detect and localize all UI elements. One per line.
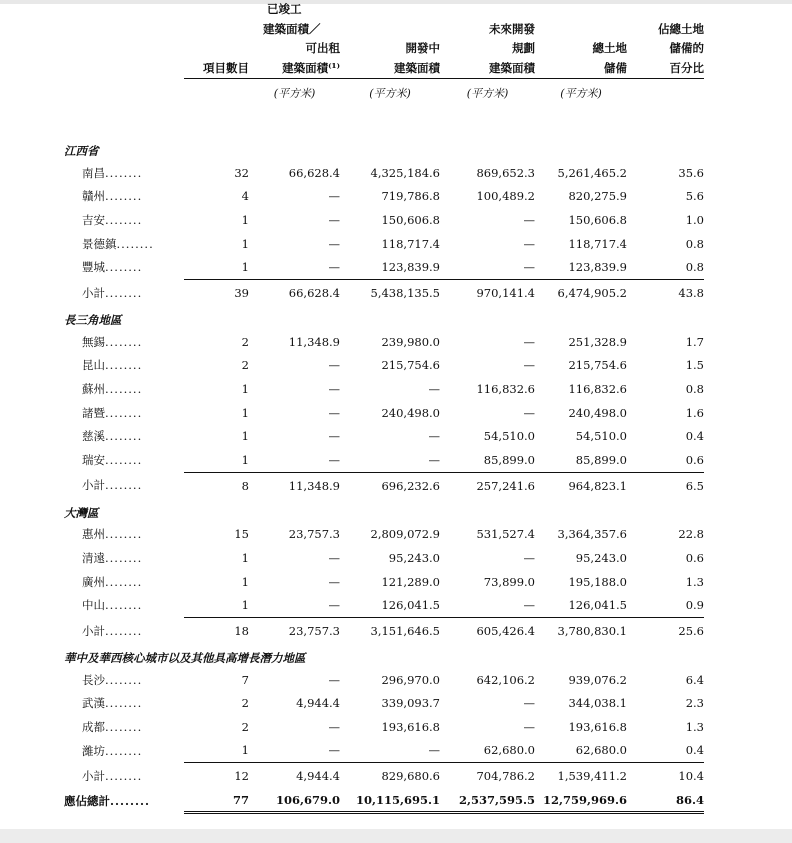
region-heading-row bbox=[64, 644, 704, 668]
leader-dots: ........ bbox=[105, 696, 143, 711]
cell-projects: 2 bbox=[241, 719, 249, 734]
city-label bbox=[64, 448, 184, 472]
city-label bbox=[64, 161, 184, 185]
leader-dots: ........ bbox=[105, 334, 143, 349]
subtotal-completed: 4,944.4 bbox=[296, 769, 340, 784]
cell-future: — bbox=[523, 358, 535, 373]
subtotal-future: 970,141.4 bbox=[476, 285, 535, 300]
cell-completed: — bbox=[328, 672, 340, 687]
cell-pct: 1.5 bbox=[685, 358, 704, 373]
cell-under_dev: — bbox=[428, 381, 440, 396]
table-row bbox=[64, 715, 704, 739]
table-row bbox=[64, 354, 704, 378]
leader-dots: ........ bbox=[105, 285, 143, 300]
cell-pct: 6.4 bbox=[685, 672, 704, 687]
cell-completed: — bbox=[328, 405, 340, 420]
cell-total: 195,188.0 bbox=[568, 574, 627, 589]
city-label bbox=[64, 377, 184, 401]
cell-completed: — bbox=[328, 358, 340, 373]
city-label bbox=[64, 424, 184, 448]
cell-pct: 1.3 bbox=[685, 574, 704, 589]
subtotal-projects: 39 bbox=[234, 285, 249, 300]
grand-total-projects: 77 bbox=[184, 789, 249, 813]
cell-total: 123,839.9 bbox=[535, 255, 627, 279]
unit-label: (平方米) bbox=[273, 87, 316, 100]
table-header bbox=[64, 0, 704, 79]
region-heading: 江西省 bbox=[64, 144, 99, 158]
leader-dots: ........ bbox=[105, 429, 143, 444]
table-row bbox=[64, 739, 704, 763]
cell-future: — bbox=[523, 550, 535, 565]
row-label-text: 昆山 bbox=[82, 358, 105, 373]
cell-total: 95,243.0 bbox=[575, 550, 627, 565]
row-label-text: 贛州 bbox=[82, 189, 105, 204]
row-label-text: 南昌 bbox=[82, 165, 105, 180]
header-completed-gfa: 已竣工 建築面積／ 可出租 建築面積⁽¹⁾ bbox=[249, 0, 340, 79]
leader-dots: ........ bbox=[105, 550, 143, 565]
cell-completed: — bbox=[328, 719, 340, 734]
unit-label: (平方米) bbox=[369, 87, 411, 100]
leader-dots: ........ bbox=[105, 719, 143, 734]
leader-dots: ........ bbox=[105, 769, 143, 784]
leader-dots: ........ bbox=[105, 405, 143, 420]
subtotal-total: 1,539,411.2 bbox=[557, 769, 627, 784]
subtotal-row bbox=[64, 472, 704, 499]
cell-future: — bbox=[440, 255, 535, 279]
cell-projects: 1 bbox=[241, 429, 249, 444]
cell-projects: 1 bbox=[184, 255, 249, 279]
cell-total: 116,832.6 bbox=[568, 381, 627, 396]
table-row bbox=[64, 668, 704, 692]
city-label bbox=[64, 668, 184, 692]
region-heading: 華中及華西核心城市以及其他具高增長潛力地區 bbox=[64, 650, 306, 665]
leader-dots: ........ bbox=[105, 623, 143, 638]
city-label bbox=[64, 692, 184, 716]
cell-completed: 4,944.4 bbox=[296, 696, 340, 711]
cell-completed: — bbox=[328, 550, 340, 565]
cell-total: 118,717.4 bbox=[568, 236, 627, 251]
cell-completed: — bbox=[328, 212, 340, 227]
leader-dots: ........ bbox=[105, 452, 143, 467]
grand-total-label bbox=[64, 789, 184, 813]
cell-projects: 1 bbox=[241, 236, 249, 251]
cell-pct: 0.6 bbox=[685, 550, 704, 565]
cell-future: — bbox=[523, 236, 535, 251]
city-label bbox=[64, 185, 184, 209]
row-label-text: 應佔總計 bbox=[64, 794, 110, 809]
subtotal-label bbox=[64, 472, 184, 499]
table-row bbox=[64, 424, 704, 448]
table-row bbox=[64, 593, 704, 617]
header-percentage: 佔總土地 儲備的 百分比 bbox=[627, 0, 704, 79]
row-label-text: 中山 bbox=[82, 598, 105, 613]
cell-total: 150,606.8 bbox=[568, 212, 627, 227]
cell-total: 939,076.2 bbox=[568, 672, 627, 687]
subtotal-under_dev: 3,151,646.5 bbox=[370, 623, 440, 638]
cell-under_dev: 4,325,184.6 bbox=[370, 165, 440, 180]
viewer-bottom-edge bbox=[0, 829, 792, 843]
cell-total: 251,328.9 bbox=[568, 334, 627, 349]
row-label-text: 惠州 bbox=[82, 527, 105, 542]
cell-future: — bbox=[523, 334, 535, 349]
subtotal-under_dev: 696,232.6 bbox=[381, 478, 440, 493]
subtotal-projects: 8 bbox=[241, 478, 249, 493]
row-label-text: 濰坊 bbox=[82, 743, 105, 758]
region-heading: 長三角地區 bbox=[64, 312, 122, 327]
cell-completed: — bbox=[249, 448, 340, 472]
cell-completed: — bbox=[328, 236, 340, 251]
cell-pct: 1.7 bbox=[685, 334, 704, 349]
header-total-land-reserve: 總土地 儲備 bbox=[535, 0, 627, 79]
row-label-text: 成都 bbox=[82, 719, 105, 734]
cell-pct: 0.6 bbox=[627, 448, 704, 472]
cell-total: 5,261,465.2 bbox=[557, 165, 627, 180]
cell-pct: 1.6 bbox=[685, 405, 704, 420]
subtotal-under_dev: 5,438,135.5 bbox=[370, 285, 440, 300]
unit-label: (平方米) bbox=[466, 87, 509, 100]
row-label-text: 蘇州 bbox=[82, 381, 105, 396]
subtotal-projects: 18 bbox=[234, 623, 249, 638]
leader-dots: ........ bbox=[105, 672, 143, 687]
row-label-text: 廣州 bbox=[82, 574, 105, 589]
cell-completed: 11,348.9 bbox=[288, 334, 340, 349]
subtotal-completed: 23,757.3 bbox=[288, 623, 340, 638]
city-label bbox=[64, 593, 184, 617]
cell-under_dev: 95,243.0 bbox=[388, 550, 440, 565]
city-label bbox=[64, 255, 184, 279]
row-label-text: 無錫 bbox=[82, 334, 105, 349]
city-label bbox=[64, 739, 184, 763]
cell-projects: 1 bbox=[241, 381, 249, 396]
cell-future: 642,106.2 bbox=[476, 672, 535, 687]
region-heading-row bbox=[64, 499, 704, 523]
city-label bbox=[64, 523, 184, 547]
cell-under_dev: 2,809,072.9 bbox=[370, 527, 440, 542]
cell-under_dev: 239,980.0 bbox=[381, 334, 440, 349]
cell-total: 3,364,357.6 bbox=[557, 527, 627, 542]
cell-future: 54,510.0 bbox=[483, 429, 535, 444]
table-row bbox=[64, 546, 704, 570]
leader-dots: ........ bbox=[105, 478, 143, 493]
cell-future: 869,652.3 bbox=[476, 165, 535, 180]
subtotal-projects: 12 bbox=[234, 769, 249, 784]
land-reserve-table bbox=[64, 0, 704, 814]
row-label-text: 長沙 bbox=[82, 672, 105, 687]
row-label-text: 豐城 bbox=[82, 260, 105, 275]
cell-future: — bbox=[523, 212, 535, 227]
cell-projects: 7 bbox=[241, 672, 249, 687]
cell-projects: 1 bbox=[241, 574, 249, 589]
subtotal-completed: 66,628.4 bbox=[288, 285, 340, 300]
cell-projects: 2 bbox=[241, 696, 249, 711]
unit-row bbox=[64, 79, 704, 116]
cell-projects: 4 bbox=[241, 189, 249, 204]
subtotal-row bbox=[64, 763, 704, 790]
cell-pct: 0.4 bbox=[685, 429, 704, 444]
cell-future: 100,489.2 bbox=[476, 189, 535, 204]
cell-pct: 1.3 bbox=[685, 719, 704, 734]
grand-total-under_dev: 10,115,695.1 bbox=[340, 789, 440, 813]
row-label-text: 清遠 bbox=[82, 550, 105, 565]
leader-dots: ........ bbox=[105, 574, 143, 589]
grand-total-total: 12,759,969.6 bbox=[535, 789, 627, 813]
cell-under_dev: 339,093.7 bbox=[381, 696, 440, 711]
table-row bbox=[64, 232, 704, 256]
cell-under_dev: — bbox=[340, 739, 440, 763]
cell-total: 193,616.8 bbox=[568, 719, 627, 734]
cell-projects: 2 bbox=[241, 334, 249, 349]
row-label-text: 景德鎮 bbox=[82, 236, 117, 251]
cell-total: 126,041.5 bbox=[535, 593, 627, 617]
cell-pct: 22.8 bbox=[678, 527, 704, 542]
table-row bbox=[64, 448, 704, 472]
row-label-text: 小計 bbox=[82, 478, 105, 493]
leader-dots: ........ bbox=[105, 212, 143, 227]
table-row bbox=[64, 185, 704, 209]
header-projects: 項目數目 bbox=[184, 0, 249, 79]
table-row bbox=[64, 208, 704, 232]
cell-completed: — bbox=[249, 739, 340, 763]
city-label bbox=[64, 232, 184, 256]
cell-total: 240,498.0 bbox=[568, 405, 627, 420]
subtotal-total: 964,823.1 bbox=[568, 478, 627, 493]
leader-dots: ........ bbox=[110, 794, 151, 809]
table-row bbox=[64, 161, 704, 185]
cell-future: 116,832.6 bbox=[476, 381, 535, 396]
row-label-text: 吉安 bbox=[82, 212, 105, 227]
city-label bbox=[64, 401, 184, 425]
row-label-text: 諸暨 bbox=[82, 405, 105, 420]
cell-under_dev: 296,970.0 bbox=[381, 672, 440, 687]
subtotal-label bbox=[64, 279, 184, 306]
cell-projects: 32 bbox=[234, 165, 249, 180]
city-label bbox=[64, 330, 184, 354]
region-heading-row bbox=[64, 137, 704, 161]
header-under-development-gfa: 開發中 建築面積 bbox=[340, 0, 440, 79]
cell-future: — bbox=[523, 696, 535, 711]
cell-pct: 0.8 bbox=[627, 255, 704, 279]
city-label bbox=[64, 354, 184, 378]
cell-projects: 2 bbox=[241, 358, 249, 373]
cell-pct: 5.6 bbox=[685, 189, 704, 204]
subtotal-label bbox=[64, 617, 184, 644]
cell-under_dev: 126,041.5 bbox=[340, 593, 440, 617]
subtotal-pct: 10.4 bbox=[678, 769, 704, 784]
cell-under_dev: — bbox=[428, 429, 440, 444]
unit-label: (平方米) bbox=[560, 87, 602, 100]
table-row bbox=[64, 570, 704, 594]
cell-future: 85,899.0 bbox=[440, 448, 535, 472]
leader-dots: ........ bbox=[105, 165, 143, 180]
cell-total: 215,754.6 bbox=[568, 358, 627, 373]
row-label-text: 小計 bbox=[82, 285, 105, 300]
cell-under_dev: 121,289.0 bbox=[381, 574, 440, 589]
cell-projects: 1 bbox=[184, 739, 249, 763]
cell-completed: — bbox=[328, 381, 340, 396]
cell-completed: 66,628.4 bbox=[288, 165, 340, 180]
cell-under_dev: 118,717.4 bbox=[381, 236, 440, 251]
cell-pct: 2.3 bbox=[685, 696, 704, 711]
cell-under_dev: 123,839.9 bbox=[340, 255, 440, 279]
cell-future: — bbox=[440, 593, 535, 617]
grand-total-future: 2,537,595.5 bbox=[440, 789, 535, 813]
city-label bbox=[64, 715, 184, 739]
cell-completed: — bbox=[328, 429, 340, 444]
cell-total: 85,899.0 bbox=[535, 448, 627, 472]
subtotal-pct: 43.8 bbox=[678, 285, 704, 300]
cell-under_dev: 215,754.6 bbox=[381, 358, 440, 373]
table-row bbox=[64, 255, 704, 279]
leader-dots: ........ bbox=[105, 527, 143, 542]
cell-total: 820,275.9 bbox=[568, 189, 627, 204]
cell-projects: 15 bbox=[234, 527, 249, 542]
cell-pct: 0.8 bbox=[685, 381, 704, 396]
leader-dots: ........ bbox=[105, 381, 143, 396]
leader-dots: ........ bbox=[105, 260, 143, 275]
cell-future: — bbox=[523, 405, 535, 420]
table-row bbox=[64, 377, 704, 401]
leader-dots: ........ bbox=[105, 358, 143, 373]
leader-dots: ........ bbox=[105, 743, 143, 758]
region-heading-row bbox=[64, 306, 704, 330]
city-label bbox=[64, 208, 184, 232]
cell-completed: 23,757.3 bbox=[288, 527, 340, 542]
cell-total: 344,038.1 bbox=[568, 696, 627, 711]
grand-total-pct: 86.4 bbox=[627, 789, 704, 813]
region-heading: 大灣區 bbox=[64, 505, 99, 520]
subtotal-total: 3,780,830.1 bbox=[557, 623, 627, 638]
city-label bbox=[64, 570, 184, 594]
header-future-development-gfa: 未來開發 規劃 建築面積 bbox=[440, 0, 535, 79]
subtotal-future: 704,786.2 bbox=[476, 769, 535, 784]
cell-pct: 0.4 bbox=[627, 739, 704, 763]
cell-projects: 1 bbox=[241, 212, 249, 227]
leader-dots: ........ bbox=[105, 189, 143, 204]
subtotal-total: 6,474,905.2 bbox=[557, 285, 627, 300]
cell-future: — bbox=[523, 719, 535, 734]
cell-completed: — bbox=[249, 255, 340, 279]
subtotal-completed: 11,348.9 bbox=[288, 478, 340, 493]
city-label bbox=[64, 546, 184, 570]
cell-pct: 0.8 bbox=[685, 236, 704, 251]
cell-completed: — bbox=[328, 574, 340, 589]
table-row bbox=[64, 401, 704, 425]
subtotal-pct: 6.5 bbox=[685, 478, 704, 493]
cell-projects: 1 bbox=[241, 550, 249, 565]
cell-under_dev: 719,786.8 bbox=[381, 189, 440, 204]
cell-pct: 35.6 bbox=[678, 165, 704, 180]
subtotal-label bbox=[64, 763, 184, 790]
row-label-text: 小計 bbox=[82, 623, 105, 638]
subtotal-row bbox=[64, 279, 704, 306]
cell-projects: 1 bbox=[184, 593, 249, 617]
row-label-text: 瑞安 bbox=[82, 452, 105, 467]
cell-under_dev: 240,498.0 bbox=[381, 405, 440, 420]
cell-future: 62,680.0 bbox=[440, 739, 535, 763]
cell-completed: — bbox=[249, 593, 340, 617]
subtotal-under_dev: 829,680.6 bbox=[381, 769, 440, 784]
subtotal-future: 605,426.4 bbox=[476, 623, 535, 638]
cell-under_dev: 150,606.8 bbox=[381, 212, 440, 227]
row-label-text: 武漢 bbox=[82, 696, 105, 711]
cell-projects: 1 bbox=[184, 448, 249, 472]
table-row bbox=[64, 330, 704, 354]
cell-total: 54,510.0 bbox=[575, 429, 627, 444]
cell-future: 73,899.0 bbox=[483, 574, 535, 589]
cell-total: 62,680.0 bbox=[535, 739, 627, 763]
grand-total-row bbox=[64, 789, 704, 813]
row-label-text: 小計 bbox=[82, 769, 105, 784]
cell-under_dev: — bbox=[340, 448, 440, 472]
cell-projects: 1 bbox=[241, 405, 249, 420]
leader-dots: ........ bbox=[105, 598, 143, 613]
grand-total-completed: 106,679.0 bbox=[249, 789, 340, 813]
cell-pct: 0.9 bbox=[627, 593, 704, 617]
leader-dots: ........ bbox=[116, 236, 154, 251]
subtotal-future: 257,241.6 bbox=[476, 478, 535, 493]
cell-completed: — bbox=[328, 189, 340, 204]
table-row bbox=[64, 692, 704, 716]
cell-future: 531,527.4 bbox=[476, 527, 535, 542]
cell-pct: 1.0 bbox=[685, 212, 704, 227]
table-row bbox=[64, 523, 704, 547]
subtotal-pct: 25.6 bbox=[678, 623, 704, 638]
row-label-text: 慈溪 bbox=[82, 429, 105, 444]
subtotal-row bbox=[64, 617, 704, 644]
cell-under_dev: 193,616.8 bbox=[381, 719, 440, 734]
